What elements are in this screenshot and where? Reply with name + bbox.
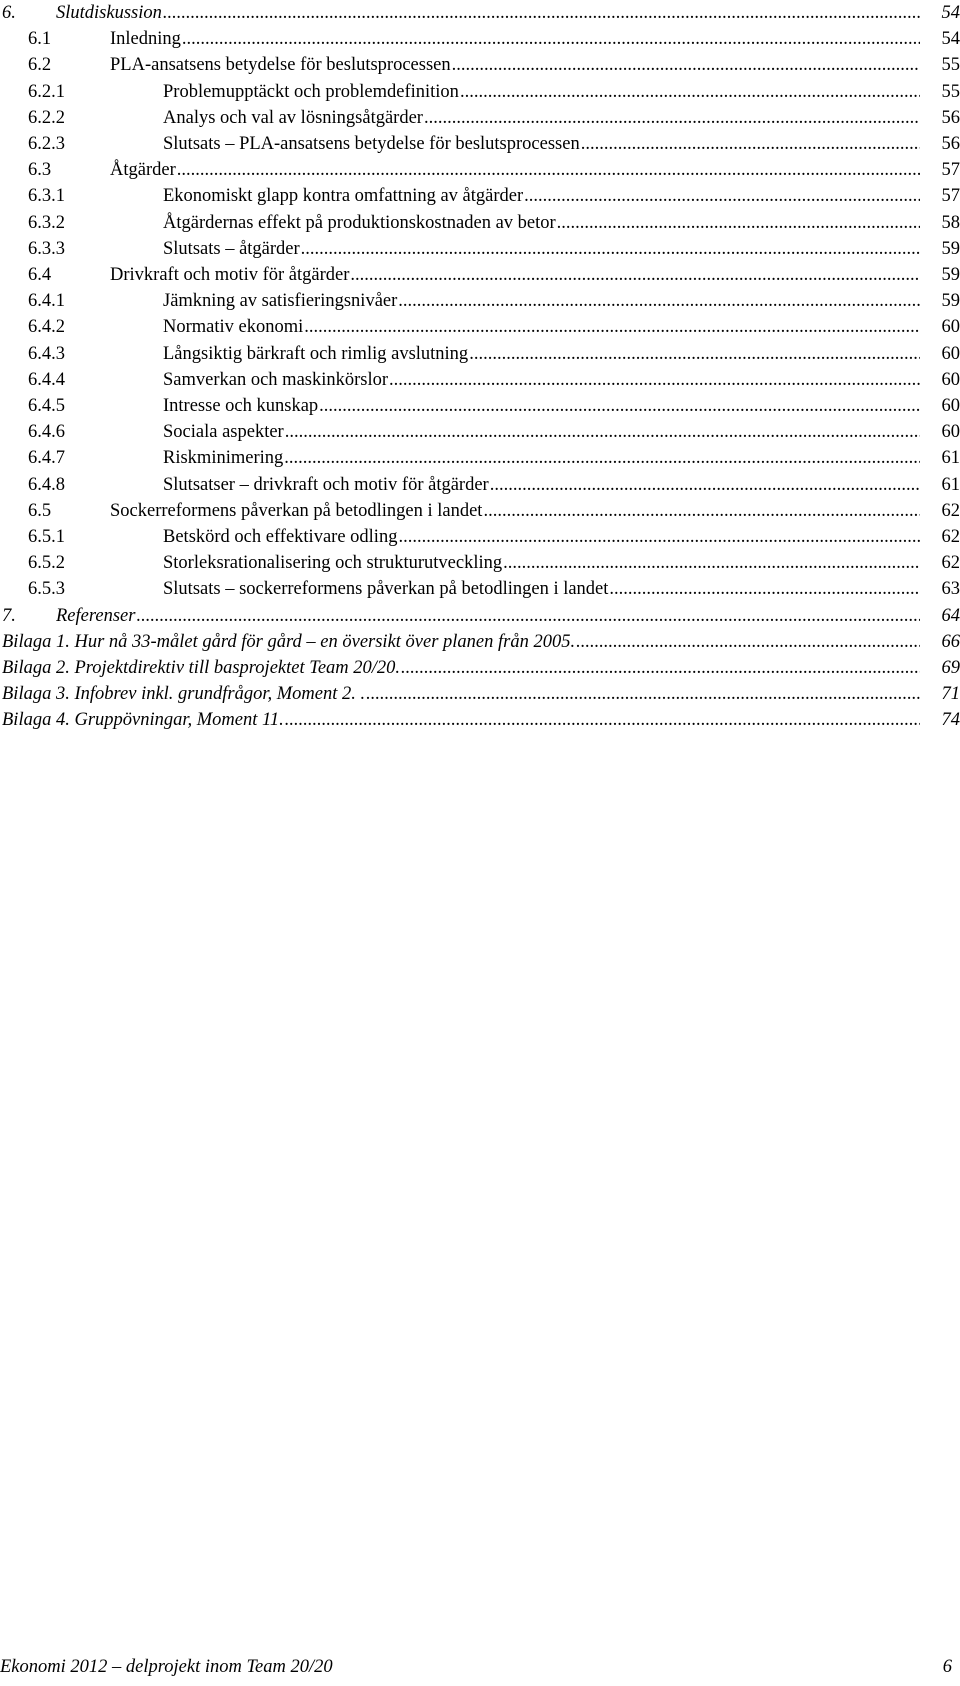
toc-entry-title: Ekonomiskt glapp kontra omfattning av åtgärder bbox=[163, 186, 524, 207]
toc-entry-page: 59 bbox=[941, 265, 960, 285]
toc-entry-number: 6. bbox=[2, 3, 16, 23]
toc-leader-dots bbox=[350, 262, 920, 288]
toc-entry[interactable] bbox=[0, 105, 960, 131]
toc-leader-dots bbox=[136, 603, 920, 629]
toc-leader-dots bbox=[182, 26, 920, 52]
toc-entry-title: Drivkraft och motiv för åtgärder bbox=[110, 265, 350, 285]
toc-entry-title: Referenser bbox=[56, 605, 136, 626]
toc-entry-title-wrap bbox=[163, 524, 920, 550]
toc-entry-page: 60 bbox=[941, 396, 960, 416]
toc-entry-title-wrap bbox=[163, 472, 920, 498]
toc-entry-number: 6.2.3 bbox=[28, 134, 65, 154]
toc-entry[interactable] bbox=[0, 524, 960, 550]
toc-entry-title: Sockerreformens påverkan på betodlingen i landet bbox=[110, 500, 483, 521]
toc-entry-title-wrap bbox=[110, 262, 920, 288]
toc-entry-number: 6.2.1 bbox=[28, 81, 65, 102]
toc-leader-dots bbox=[469, 341, 920, 367]
toc-entry-title: PLA-ansatsens betydelse för beslutsprocessen bbox=[110, 55, 451, 76]
toc-entry-page: 57 bbox=[941, 160, 960, 181]
toc-entry-title-wrap bbox=[163, 314, 920, 340]
toc-entry-title-wrap bbox=[110, 498, 920, 524]
toc-entry-title-wrap bbox=[163, 550, 920, 576]
toc-entry-page: 66 bbox=[941, 631, 960, 652]
toc-entry-page: 54 bbox=[941, 29, 960, 50]
toc-entry-page: 74 bbox=[941, 710, 960, 731]
toc-entry-page: 55 bbox=[941, 81, 960, 102]
toc-entry-title-wrap bbox=[56, 0, 920, 26]
toc-entry-number: 6.5.2 bbox=[28, 553, 65, 574]
toc-entry-title: Sociala aspekter bbox=[163, 422, 284, 443]
toc-leader-dots bbox=[319, 393, 920, 419]
toc-entry-title: Slutdiskussion bbox=[56, 3, 162, 23]
toc-entry[interactable] bbox=[0, 393, 960, 419]
toc-leader-dots bbox=[366, 681, 920, 707]
toc-leader-dots bbox=[401, 655, 920, 681]
toc-entry-title: Betskörd och effektivare odling bbox=[163, 527, 398, 547]
toc-entry-title: Problemupptäckt och problemdefinition bbox=[163, 81, 459, 102]
toc-appendix-entry[interactable] bbox=[0, 681, 960, 707]
toc-entry-number: 6.3 bbox=[28, 160, 52, 181]
toc-entry-page: 60 bbox=[941, 317, 960, 338]
toc-entry-title-wrap bbox=[163, 79, 920, 105]
toc-entry-page: 61 bbox=[941, 474, 960, 495]
toc-entry-title: Bilaga 4. Gruppövningar, Moment 11. bbox=[2, 710, 284, 731]
toc-entry-page: 62 bbox=[941, 553, 960, 574]
toc-entry-number: 6.4.8 bbox=[28, 474, 65, 495]
toc-leader-dots bbox=[424, 105, 920, 131]
toc-entry-title-wrap bbox=[163, 210, 920, 236]
toc-entry[interactable] bbox=[0, 341, 960, 367]
toc-entry[interactable] bbox=[0, 26, 960, 52]
toc-entry[interactable] bbox=[0, 472, 960, 498]
toc-entry[interactable] bbox=[0, 183, 960, 209]
toc-entry-title-wrap bbox=[110, 26, 920, 52]
toc-leader-dots bbox=[490, 472, 920, 498]
toc-entry-title: Slutsats – sockerreformens påverkan på betodlingen i landet bbox=[163, 579, 609, 600]
toc-leader-dots bbox=[483, 498, 920, 524]
toc-entry-number: 6.4.3 bbox=[28, 343, 65, 364]
toc-entry-title: Riskminimering bbox=[163, 448, 284, 469]
toc-entry-page: 60 bbox=[941, 422, 960, 443]
toc-entry[interactable] bbox=[0, 603, 960, 629]
toc-entry-title-wrap bbox=[163, 341, 920, 367]
toc-entry-number: 6.5.1 bbox=[28, 527, 65, 547]
toc-entry[interactable] bbox=[0, 367, 960, 393]
toc-entry-number: 6.4 bbox=[28, 265, 52, 285]
toc-entry-number: 6.2.2 bbox=[28, 107, 65, 128]
toc-leader-dots bbox=[285, 419, 920, 445]
toc-entry-title: Inledning bbox=[110, 29, 181, 50]
toc-entry-number: 7. bbox=[2, 605, 16, 626]
toc-entry[interactable] bbox=[0, 498, 960, 524]
toc-leader-dots bbox=[460, 79, 920, 105]
toc-entry-title: Slutsats – PLA-ansatsens betydelse för beslutsprocessen bbox=[163, 134, 580, 154]
toc-entry-page: 54 bbox=[941, 3, 960, 23]
toc-entry-title-wrap bbox=[163, 183, 920, 209]
toc-leader-dots bbox=[503, 550, 920, 576]
toc-entry-title-wrap bbox=[163, 393, 920, 419]
toc-leader-dots bbox=[452, 52, 920, 78]
toc-entry[interactable] bbox=[0, 576, 960, 602]
toc-entry-page: 64 bbox=[941, 605, 960, 626]
toc-entry-title: Jämkning av satisfieringsnivåer bbox=[163, 291, 398, 312]
toc-entry[interactable] bbox=[0, 445, 960, 471]
toc-entry[interactable] bbox=[0, 131, 960, 157]
toc-leader-dots bbox=[576, 629, 920, 655]
toc-entry-page: 69 bbox=[941, 658, 960, 678]
toc-entry-title-wrap bbox=[163, 419, 920, 445]
toc-entry-page: 56 bbox=[941, 134, 960, 154]
toc-entry-title-wrap bbox=[163, 236, 920, 262]
toc-entry-title: Samverkan och maskinkörslor bbox=[163, 369, 389, 390]
toc-entry-page: 57 bbox=[941, 186, 960, 207]
toc-entry-title: Intresse och kunskap bbox=[163, 396, 319, 416]
toc-entry[interactable] bbox=[0, 550, 960, 576]
toc-entry-title-wrap bbox=[2, 629, 920, 655]
toc-entry-number: 6.3.1 bbox=[28, 186, 65, 207]
toc-entry-page: 60 bbox=[941, 343, 960, 364]
toc-entry-title-wrap bbox=[2, 707, 920, 733]
toc-entry-page: 62 bbox=[941, 500, 960, 521]
toc-entry[interactable] bbox=[0, 157, 960, 183]
toc-entry[interactable] bbox=[0, 79, 960, 105]
toc-leader-dots bbox=[177, 157, 920, 183]
toc-entry-title-wrap bbox=[2, 655, 920, 681]
toc-entry[interactable] bbox=[0, 210, 960, 236]
toc-entry-title: Åtgärdernas effekt på produktionskostnaden av betor bbox=[163, 212, 556, 233]
toc-leader-dots bbox=[389, 367, 920, 393]
toc-entry[interactable] bbox=[0, 0, 960, 26]
toc-leader-dots bbox=[581, 131, 920, 157]
toc-entry-number: 6.4.1 bbox=[28, 291, 65, 312]
toc-entry-title: Normativ ekonomi bbox=[163, 317, 304, 338]
toc-entry-number: 6.4.5 bbox=[28, 396, 65, 416]
toc-entry-page: 58 bbox=[941, 212, 960, 233]
toc-leader-dots bbox=[301, 236, 920, 262]
toc-entry-title: Åtgärder bbox=[110, 160, 176, 181]
toc-entry[interactable] bbox=[0, 236, 960, 262]
toc-entry-page: 59 bbox=[941, 291, 960, 312]
toc-entry[interactable] bbox=[0, 262, 960, 288]
toc-entry-title-wrap bbox=[163, 367, 920, 393]
toc-entry[interactable] bbox=[0, 419, 960, 445]
toc-entry-page: 59 bbox=[941, 238, 960, 259]
toc-entry-title-wrap bbox=[163, 105, 920, 131]
toc-entry-number: 6.5.3 bbox=[28, 579, 65, 600]
toc-entry-number: 6.4.6 bbox=[28, 422, 65, 443]
toc-entry-title: Bilaga 1. Hur nå 33-målet gård för gård – en översikt över planen från 2005. bbox=[2, 631, 576, 652]
toc-entry[interactable] bbox=[0, 288, 960, 314]
toc-leader-dots bbox=[398, 288, 920, 314]
toc-entry-title: Slutsats – åtgärder bbox=[163, 238, 300, 259]
toc-entry-title: Analys och val av lösningsåtgärder bbox=[163, 107, 423, 128]
toc-leader-dots bbox=[524, 183, 920, 209]
toc-leader-dots bbox=[284, 445, 920, 471]
toc-leader-dots bbox=[609, 576, 920, 602]
toc-entry-page: 62 bbox=[941, 527, 960, 547]
toc-entry-title-wrap bbox=[110, 52, 920, 78]
toc-leader-dots bbox=[304, 314, 920, 340]
toc-entry-number: 6.4.4 bbox=[28, 369, 65, 390]
toc-entry-title-wrap bbox=[163, 576, 920, 602]
toc-entry-number: 6.4.2 bbox=[28, 317, 65, 338]
toc-entry-title-wrap bbox=[56, 603, 920, 629]
toc-entry-number: 6.3.2 bbox=[28, 212, 65, 233]
toc-entry-title-wrap bbox=[110, 157, 920, 183]
page-footer bbox=[0, 1654, 960, 1680]
toc-appendix-entry[interactable] bbox=[0, 629, 960, 655]
toc-entry-page: 55 bbox=[941, 55, 960, 76]
toc-entry-title: Storleksrationalisering och strukturutveckling bbox=[163, 553, 503, 574]
toc-entry-number: 6.4.7 bbox=[28, 448, 65, 469]
toc-leader-dots bbox=[163, 0, 920, 26]
toc-entry-number: 6.5 bbox=[28, 500, 52, 521]
toc-entry[interactable] bbox=[0, 314, 960, 340]
toc-entry-page: 61 bbox=[941, 448, 960, 469]
toc-entry-page: 56 bbox=[941, 107, 960, 128]
toc-entry-title-wrap bbox=[2, 681, 920, 707]
toc-entry-title: Slutsatser – drivkraft och motiv för åtgärder bbox=[163, 474, 489, 495]
toc-entry-title: Långsiktig bärkraft och rimlig avslutning bbox=[163, 343, 469, 364]
toc-entry-title-wrap bbox=[163, 288, 920, 314]
toc-entry-title-wrap bbox=[163, 445, 920, 471]
toc-entry-title: Bilaga 2. Projektdirektiv till basprojektet Team 20/20. bbox=[2, 658, 401, 678]
page-number: 6 bbox=[942, 1657, 952, 1677]
toc-entry-title: Bilaga 3. Infobrev inkl. grundfrågor, Moment 2. . bbox=[2, 684, 366, 705]
toc-entry-number: 6.1 bbox=[28, 29, 52, 50]
toc-entry-title-wrap bbox=[163, 131, 920, 157]
toc-entry-page: 60 bbox=[941, 369, 960, 390]
toc-leader-dots bbox=[285, 707, 920, 733]
toc-appendix-entry[interactable] bbox=[0, 655, 960, 681]
footer-title: Ekonomi 2012 – delprojekt inom Team 20/20 bbox=[0, 1657, 333, 1677]
toc-appendix-entry[interactable] bbox=[0, 707, 960, 733]
toc-entry-page: 63 bbox=[941, 579, 960, 600]
toc-leader-dots bbox=[398, 524, 920, 550]
toc-entry-number: 6.3.3 bbox=[28, 238, 65, 259]
toc-leader-dots bbox=[557, 210, 920, 236]
toc-entry-number: 6.2 bbox=[28, 55, 52, 76]
toc-entry[interactable] bbox=[0, 52, 960, 78]
toc-entry-page: 71 bbox=[941, 684, 960, 705]
